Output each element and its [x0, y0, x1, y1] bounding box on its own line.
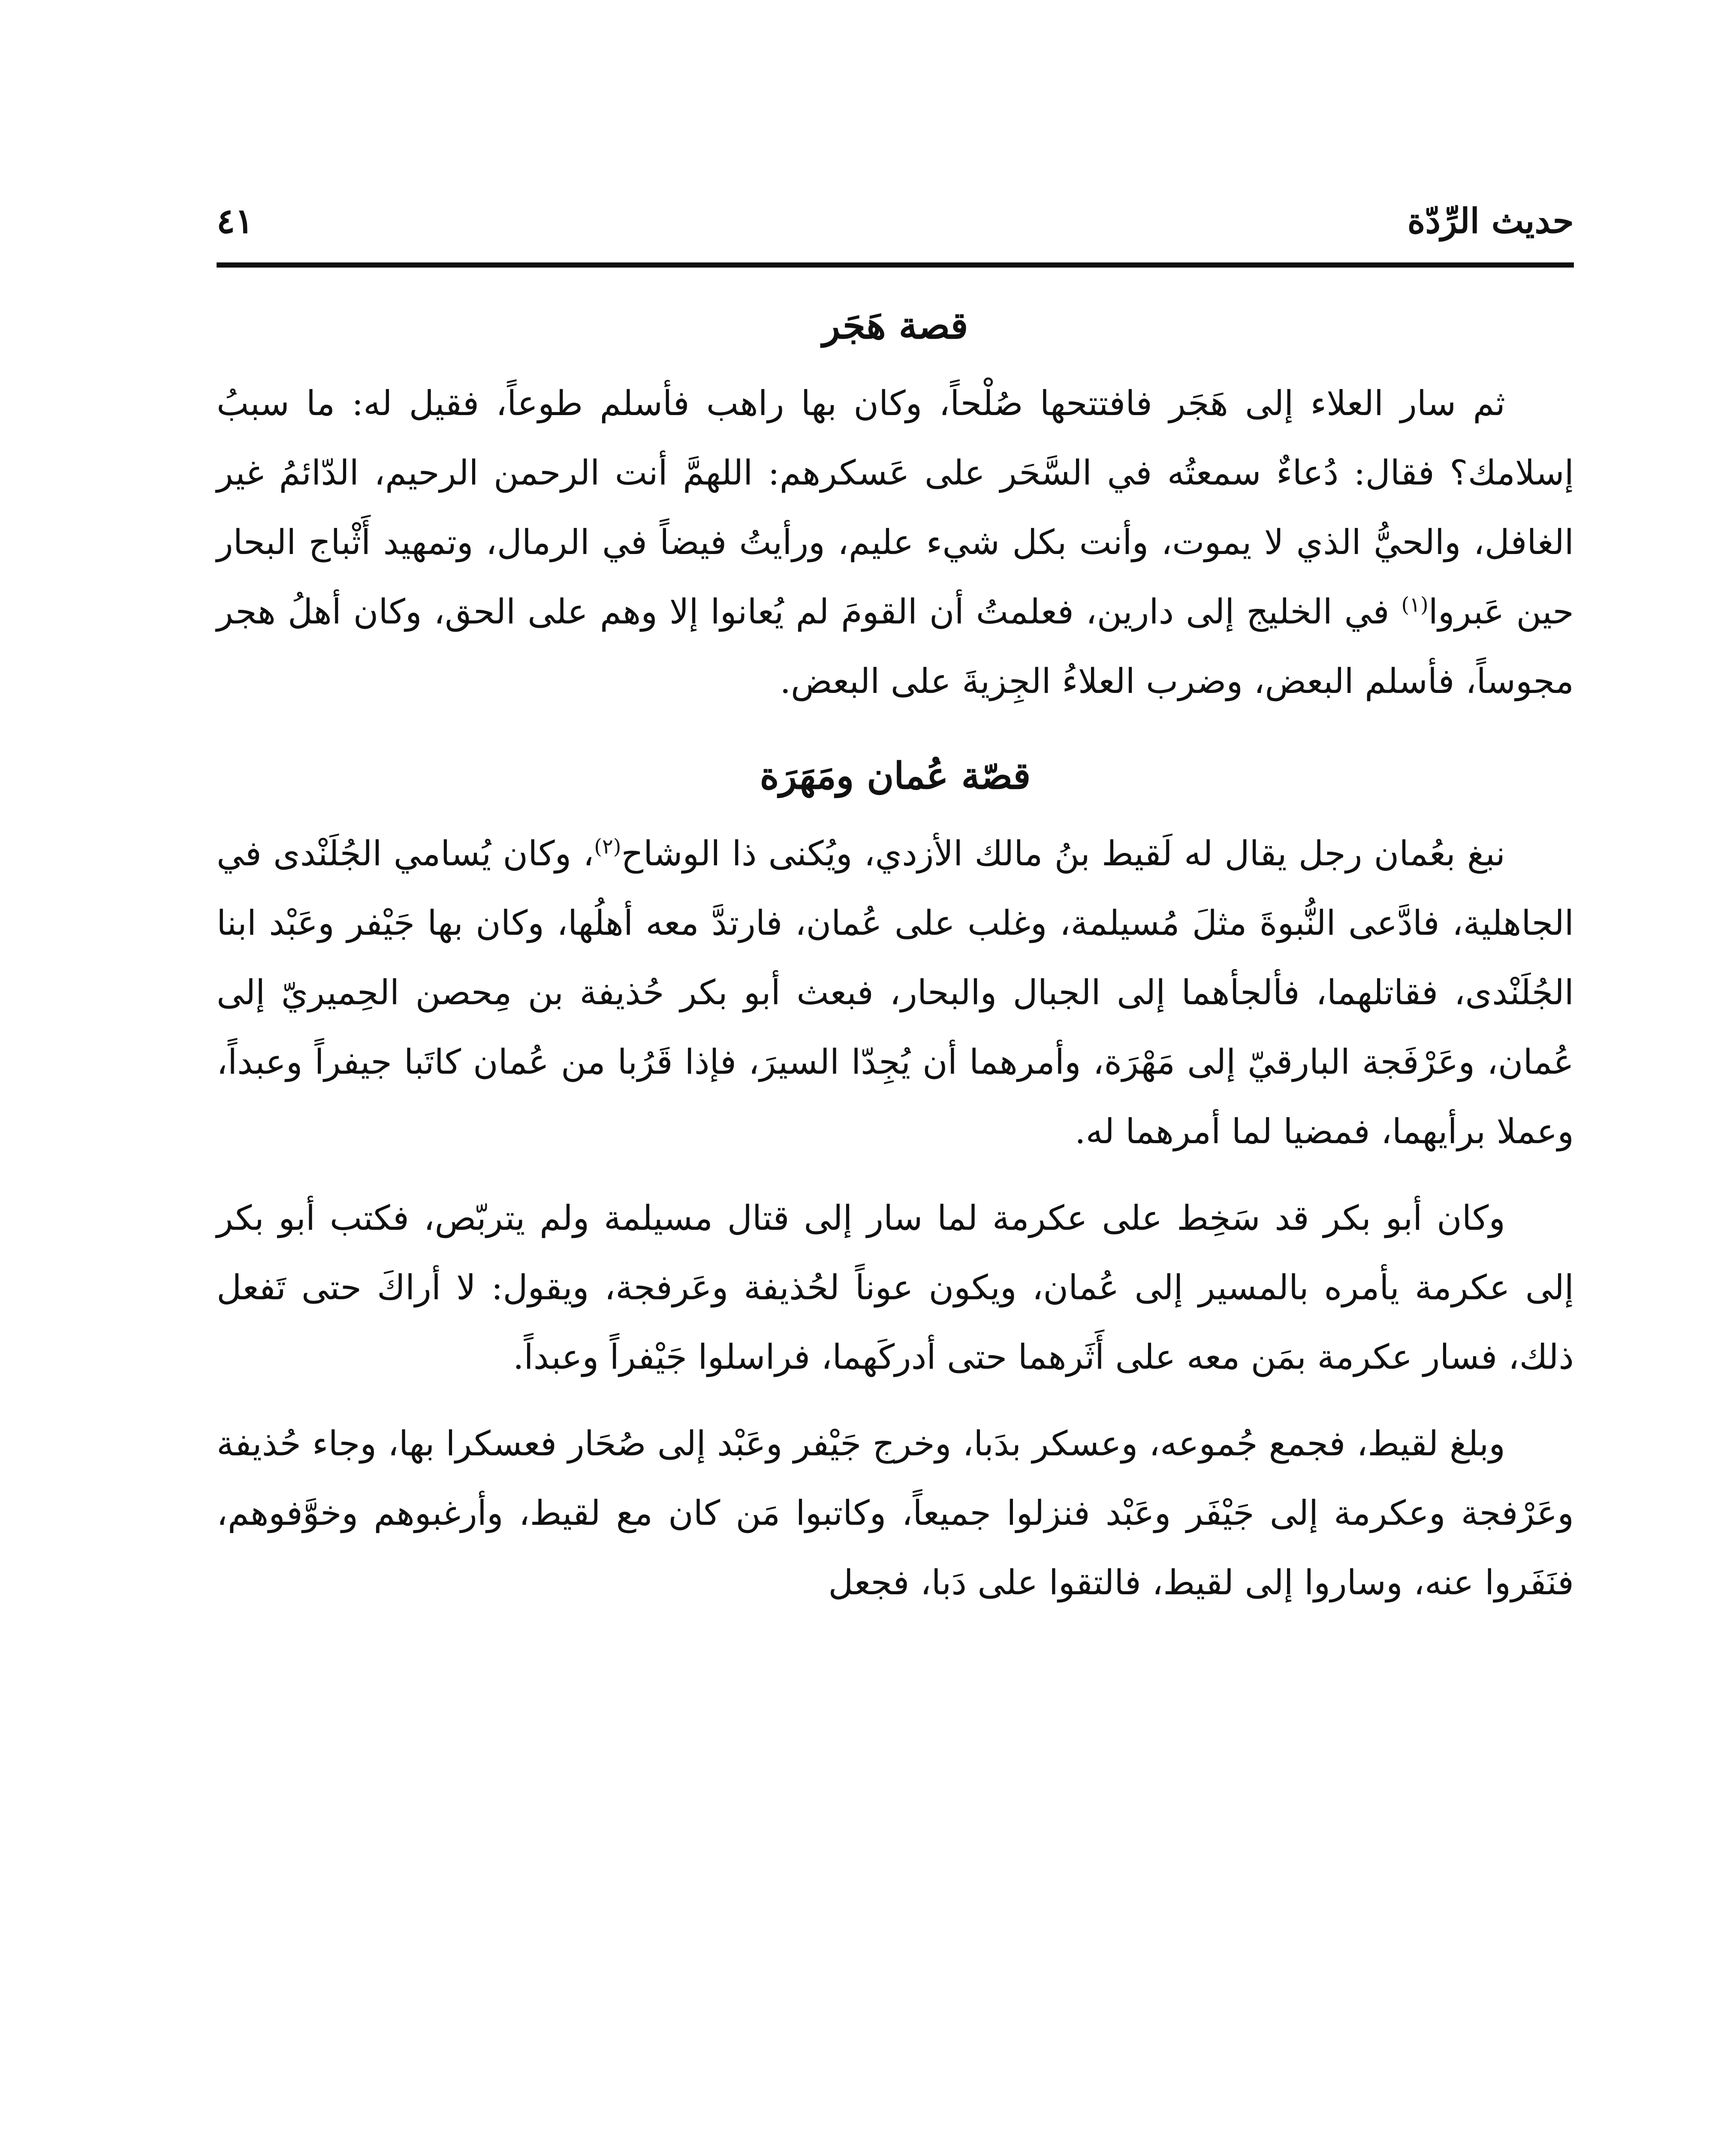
footnote-ref: (٢) [594, 834, 621, 859]
paragraph-text: وبلغ لقيط، فجمع جُموعه، وعسكر بدَبا، وخرج جَيْفر وعَبْد إلى صُحَار فعسكرا بها، وجاء حُذيفة وعَرْفجة وعكرمة إلى جَيْفَر وعَبْد فنزلوا جميعاً، وكاتبوا مَن كان مع لقيط، وأرغبوهم وخوَّفوهم، فنَفَروا عنه، وساروا إلى لقيط، فالتقوا على دَبا، فجعل [217, 1424, 1574, 1602]
paragraph [217, 819, 1574, 1166]
header-rule [217, 262, 1574, 268]
paragraph-text: وكان أبو بكر قد سَخِط على عكرمة لما سار إلى قتال مسيلمة ولم يتربّص، فكتب أبو بكر إلى عكرمة يأمره بالمسير إلى عُمان، ويكون عوناً لحُذيفة وعَرفجة، ويقول: لا أراكَ حتى تَفعل ذلك، فسار عكرمة بمَن معه على أَثَرهما حتى أدركَهما، فراسلوا جَيْفراً وعبداً. [217, 1198, 1574, 1377]
main-text [217, 296, 1574, 1635]
section-title-oman: قصّة عُمان ومَهَرَة [760, 754, 1031, 798]
page-number: ٤١ [217, 201, 253, 241]
paragraph-text: في الخليج إلى دارين، فعلمتُ أن القومَ لم يُعانوا إلا وهم على الحق، وكان أهلُ هجر مجوساً، فأسلم البعض، وضرب العلاءُ الجِزيةَ على البعض. [217, 592, 1574, 701]
paragraph-text: نبغ بعُمان رجل يقال له لَقيط بنُ مالك الأزدي، ويُكنى ذا الوشاح [621, 834, 1505, 873]
paragraph [217, 1409, 1574, 1617]
section-title-hajar: قصة هَجَر [822, 304, 968, 347]
footnote-ref: (١) [1401, 593, 1429, 617]
paragraph-text: ثم سار العلاء إلى هَجَر فافتتحها صُلْحاً، وكان بها راهب فأسلم طوعاً، فقيل له: ما سببُ إسلامك؟ فقال: دُعاءٌ سمعتُه في السَّحَر على عَسكرهم: اللهمَّ أنت الرحمن الرحيم، الدّائمُ غير الغافل، والحيُّ الذي لا يموت، وأنت بكل شيء عليم، ورأيتُ فيضاً في الرمال، وتمهيد أَثْباج البحار حين عَبروا [217, 383, 1574, 632]
page-header [217, 180, 1574, 262]
running-title: حديث الرِّدّة [1407, 201, 1574, 241]
paragraph-text: ، وكان يُسامي الجُلَنْدى في الجاهلية، فادَّعى النُّبوةَ مثلَ مُسيلمة، وغلب على عُمان، فارتدَّ معه أهلُها، وكان بها جَيْفر وعَبْد ابنا الجُلَنْدى، فقاتلهما، فألجأهما إلى الجبال والبحار، فبعث أبو بكر حُذيفة بن مِحصن الحِميريّ إلى عُمان، وعَرْفَجة البارقيّ إلى مَهْرَة، وأمرهما أن يُجِدّا السيرَ، فإذا قَرُبا من عُمان كاتَبا جيفراً وعبداً، وعملا برأيهما، فمضيا لما أمرهما له. [217, 834, 1574, 1151]
paragraph [217, 369, 1574, 716]
paragraph [217, 1183, 1574, 1392]
